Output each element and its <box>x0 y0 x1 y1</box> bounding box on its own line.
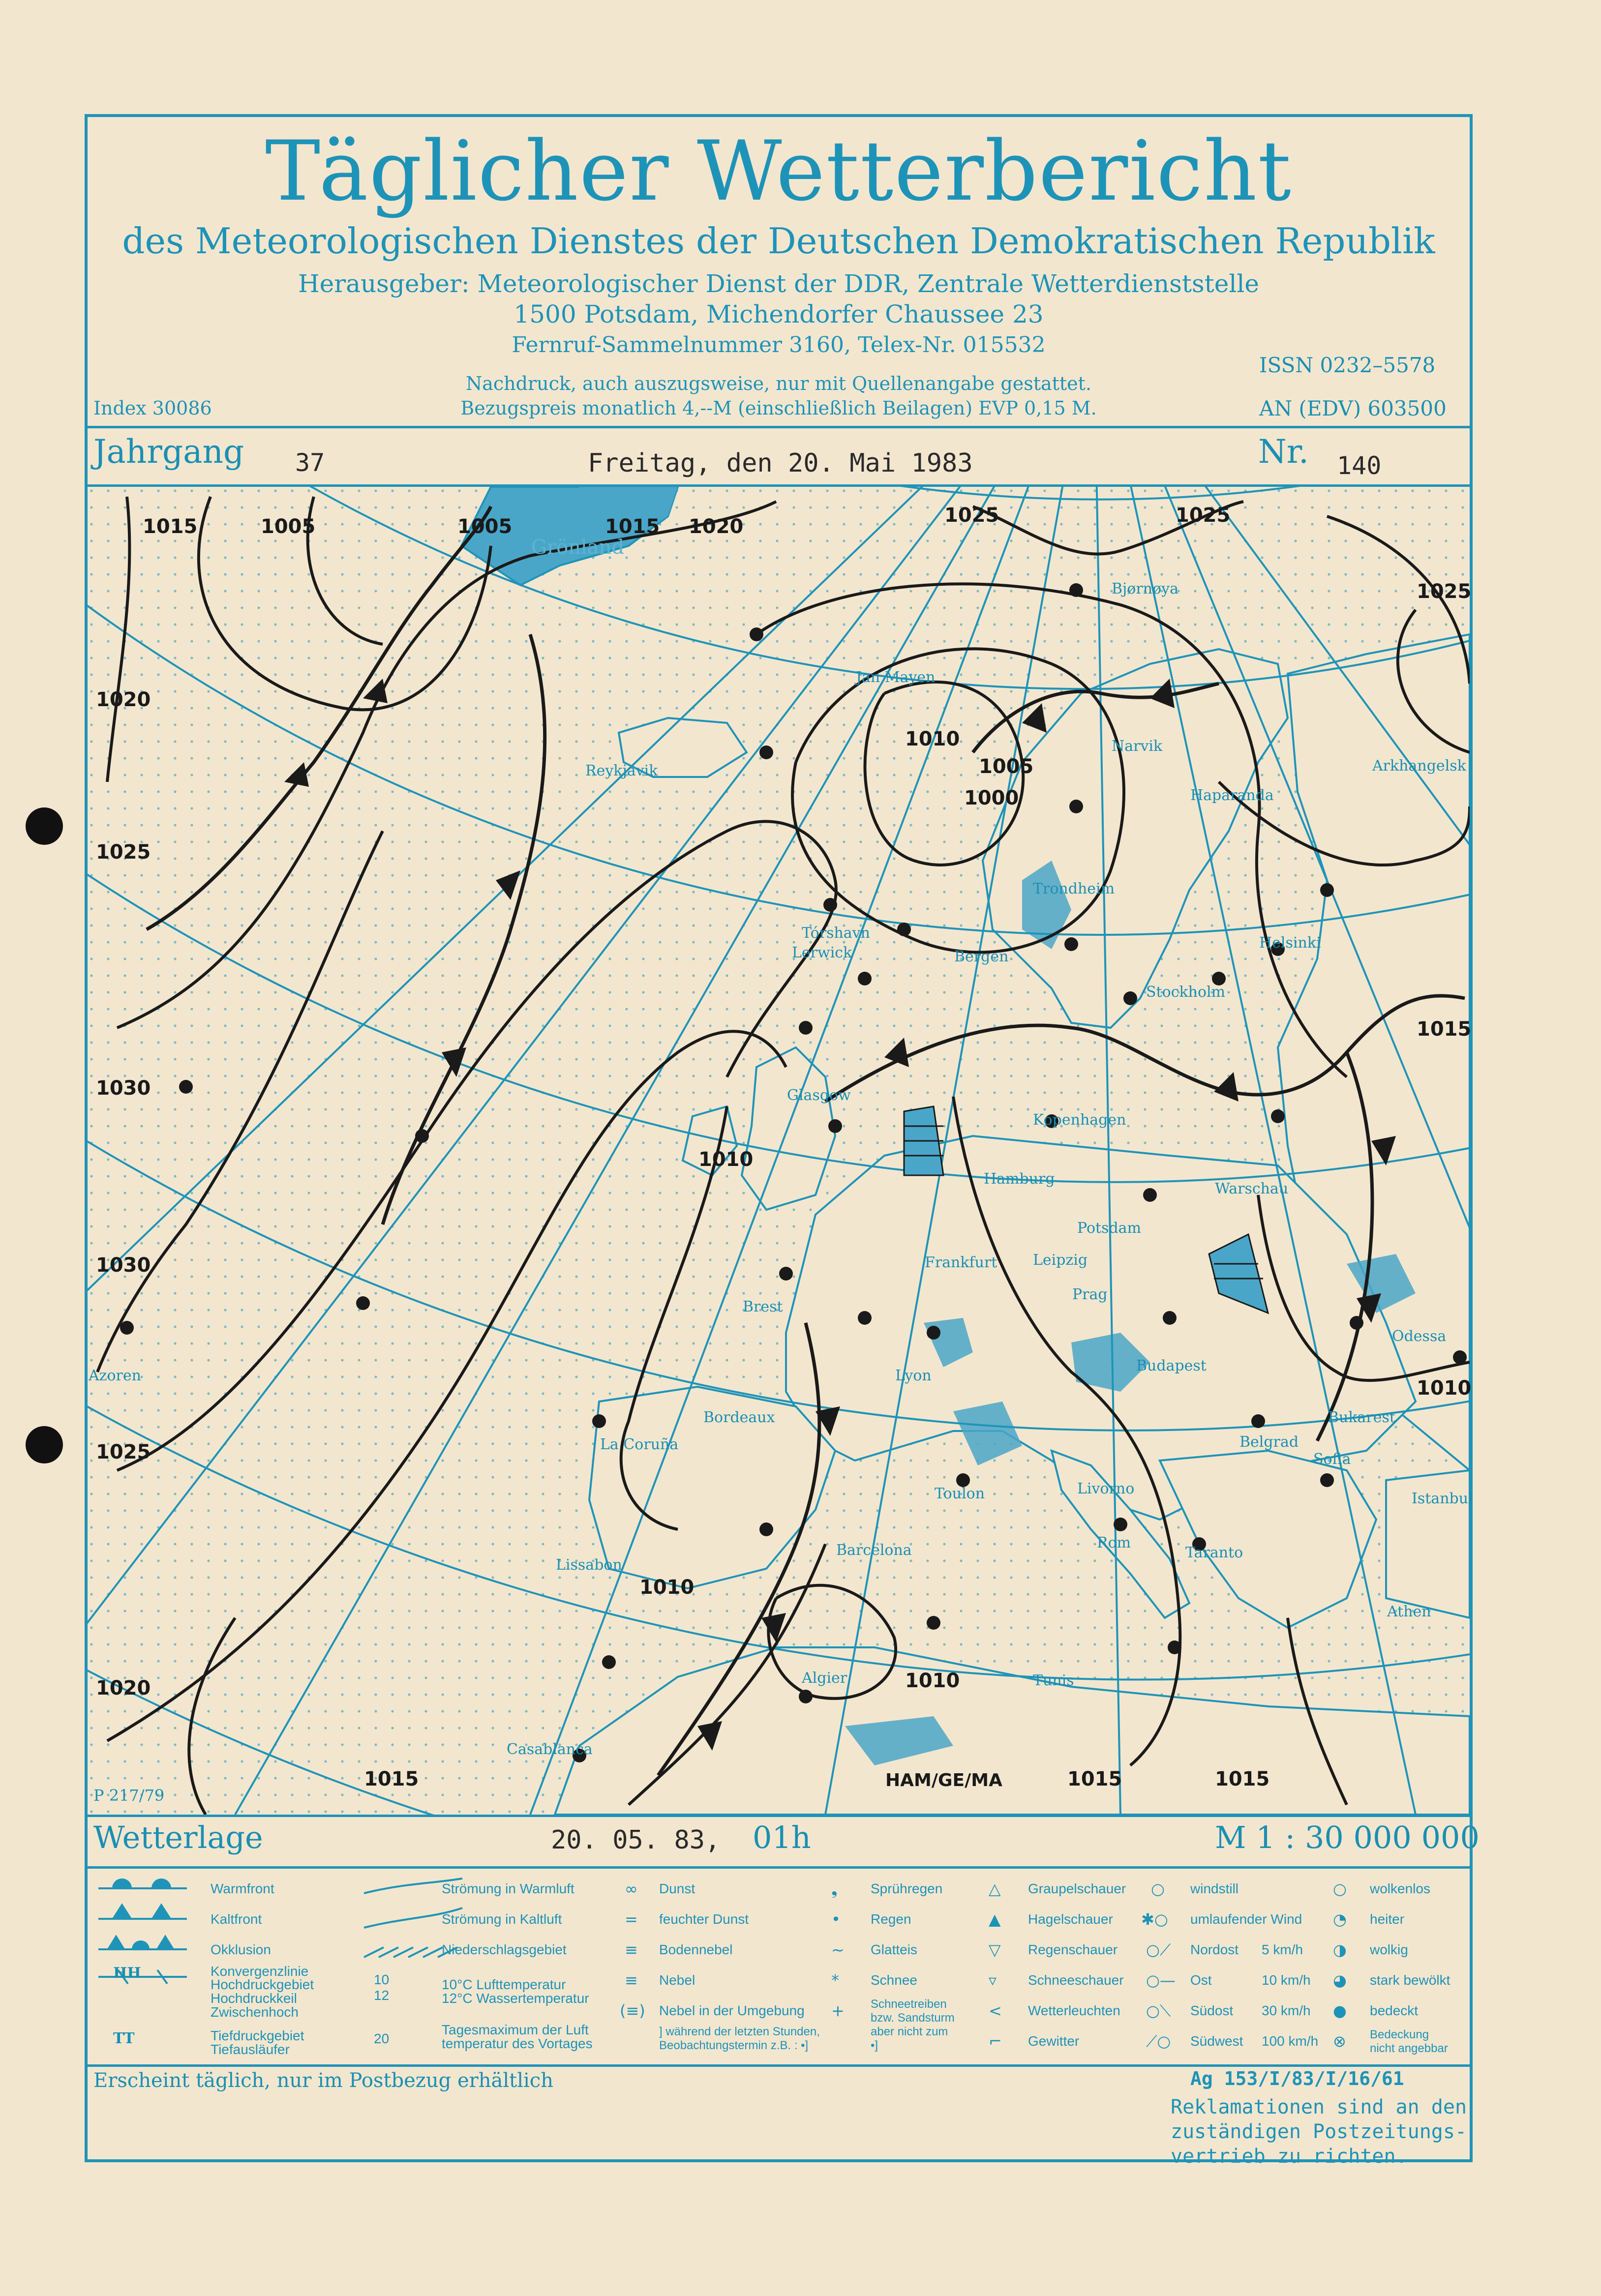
place-tunis: Tunis <box>1033 1672 1074 1689</box>
legend-gewitter: Gewitter <box>1028 2033 1080 2049</box>
address-line: 1500 Potsdam, Michendorfer Chaussee 23 <box>514 300 1044 328</box>
issue-date: Freitag, den 20. Mai 1983 <box>588 448 973 478</box>
legend-ost: Ost <box>1190 1972 1212 1988</box>
legend-kaltfront: Kaltfront <box>211 1911 262 1927</box>
legend-feuchter-dunst: feuchter Dunst <box>659 1911 749 1927</box>
place-casablanca: Casablanca <box>507 1741 593 1758</box>
place-helsinki: Helsinki <box>1259 934 1321 952</box>
pressure-label: 1020 <box>96 1677 151 1700</box>
footer-divider <box>85 2064 1473 2067</box>
wetterleuchten-icon: < <box>989 2001 1002 2020</box>
place-rom: Rom <box>1097 1534 1131 1551</box>
regen-icon: • <box>831 1910 841 1929</box>
place-greenland: Grönland <box>531 536 624 559</box>
wetterlage-date: 20. 05. 83, <box>551 1825 721 1855</box>
pressure-label: 1005 <box>979 755 1034 778</box>
legend-bedeckung: Bedeckung <box>1370 2028 1429 2041</box>
legend-beobachtungstermin: Beobachtungstermin z.B. : •] <box>659 2039 809 2052</box>
pressure-label: 1015 <box>143 515 198 538</box>
nr-value: 140 <box>1337 451 1382 480</box>
regenschauer-icon: ▽ <box>989 1940 1001 1959</box>
legend-spruehregen: Sprühregen <box>871 1881 943 1896</box>
place-haparanda: Haparanda <box>1190 787 1274 804</box>
legend-tagesmax-symbol: 20 <box>374 2031 390 2046</box>
pressure-label: 1010 <box>698 1148 754 1171</box>
pressure-label: 1025 <box>944 504 999 527</box>
weather-map <box>88 487 1470 1815</box>
legend-heiter: heiter <box>1370 1911 1405 1927</box>
legend-speed-10: 10 km/h <box>1262 1972 1311 1988</box>
place-lissabon: Lissabon <box>556 1556 622 1574</box>
schnee-icon: * <box>831 1971 839 1990</box>
pressure-label: 1025 <box>96 1441 151 1463</box>
bodennebel-icon: ≡ <box>625 1940 638 1959</box>
gewitter-icon: ⌐ <box>989 2032 1002 2051</box>
price-note: Bezugspreis monatlich 4,--M (einschließlich Beilagen) EVP 0,15 M. <box>460 397 1097 419</box>
legend-hochdruckgebiet: Hochdruckgebiet <box>211 1977 314 1992</box>
umlaufender-wind-icon: ✱○ <box>1141 1910 1168 1929</box>
pressure-label: 1000 <box>964 787 1019 809</box>
high-pressure-symbol: HH <box>113 1965 141 1982</box>
legend-tiefauslaeufer: Tiefausläufer <box>211 2042 290 2057</box>
low-pressure-symbol: TT <box>113 2030 135 2047</box>
jahrgang-label: Jahrgang <box>93 433 244 471</box>
footer-complaints-1: Reklamationen sind an den <box>1171 2096 1467 2118</box>
pressure-label: 1015 <box>364 1768 419 1790</box>
legend-speed-5: 5 km/h <box>1262 1942 1303 1957</box>
bedeckung-nicht-angebbar-icon: ⊗ <box>1333 2032 1346 2051</box>
an-number: AN (EDV) 603500 <box>1259 396 1447 420</box>
index-number: Index 30086 <box>93 397 212 419</box>
place-lyon: Lyon <box>895 1367 932 1384</box>
place-jan-mayen: Jan Mayen <box>856 669 936 686</box>
legend-hagelschauer: Hagelschauer <box>1028 1911 1113 1927</box>
place-arkhangelsk: Arkhangelsk <box>1372 757 1466 775</box>
legend-bedeckt: bedeckt <box>1370 2003 1419 2018</box>
wind-nordost-icon: ○⟋ <box>1146 1940 1171 1959</box>
place-azoren: Azoren <box>89 1367 141 1384</box>
place-lerwick: Lerwick <box>792 944 852 961</box>
legend-speed-100: 100 km/h <box>1262 2033 1319 2049</box>
place-taranto: Taranto <box>1185 1544 1243 1561</box>
legend-wolkig: wolkig <box>1370 1942 1408 1957</box>
place-sofia: Sofia <box>1313 1451 1351 1468</box>
legend-tiefdruckgebiet: Tiefdruckgebiet <box>211 2028 304 2043</box>
legend-nebel-umgebung: Nebel in der Umgebung <box>659 2003 805 2018</box>
spruehregen-icon: ❟ <box>831 1879 838 1898</box>
legend-sandsturm: bzw. Sandsturm <box>871 2011 955 2025</box>
place-belgrad: Belgrad <box>1239 1433 1299 1451</box>
issn-number: ISSN 0232–5578 <box>1259 353 1436 377</box>
schneetreiben-icon: + <box>831 2001 845 2020</box>
place-warschau: Warschau <box>1215 1180 1289 1197</box>
nebel-umgebung-icon: (≡) <box>620 2001 645 2020</box>
legend-regen: Regen <box>871 1911 911 1927</box>
legend-zwischenhoch: Zwischenhoch <box>211 2004 299 2020</box>
legend-wolkenlos: wolkenlos <box>1370 1881 1430 1896</box>
pressure-label: 1010 <box>1417 1377 1472 1400</box>
punch-hole-top <box>26 807 63 845</box>
wind-suedwest-icon: ⟋○ <box>1146 2032 1171 2051</box>
legend-suedwest: Südwest <box>1190 2033 1243 2049</box>
footer-subscription-note: Erscheint täglich, nur im Postbezug erhältlich <box>93 2069 553 2092</box>
legend-schneeschauer: Schneeschauer <box>1028 1972 1124 1988</box>
heiter-icon: ◔ <box>1333 1910 1347 1929</box>
place-toulon: Toulon <box>935 1485 985 1502</box>
place-kopenhagen: Kopenhagen <box>1033 1111 1126 1129</box>
pressure-label: 1025 <box>96 841 151 864</box>
place-stockholm: Stockholm <box>1146 984 1226 1001</box>
legend-glatteis: Glatteis <box>871 1942 917 1957</box>
footer-complaints-3: vertrieb zu richten. <box>1171 2145 1408 2168</box>
hagelschauer-icon: ▲ <box>989 1910 1001 1929</box>
page-title: Täglicher Wetterbericht <box>265 123 1292 219</box>
legend-wetterleuchten: Wetterleuchten <box>1028 2003 1120 2018</box>
pressure-label: 1015 <box>605 515 660 538</box>
legend-suedost: Südost <box>1190 2003 1234 2018</box>
pressure-label: 1015 <box>1215 1768 1270 1790</box>
pressure-label: 1030 <box>96 1254 151 1277</box>
legend-okklusion: Okklusion <box>211 1942 271 1957</box>
footer-complaints-2: zuständigen Postzeitungs- <box>1171 2120 1467 2143</box>
place-hamburg: Hamburg <box>984 1170 1055 1188</box>
legend-schneetreiben: Schneetreiben <box>871 1998 947 2011</box>
place-odessa: Odessa <box>1392 1328 1447 1345</box>
nr-label: Nr. <box>1258 433 1309 471</box>
reprint-note: Nachdruck, auch auszugsweise, nur mit Quellenangabe gestattet. <box>465 373 1092 394</box>
wolkig-icon: ◑ <box>1333 1940 1347 1959</box>
place-budapest: Budapest <box>1136 1357 1207 1374</box>
legend-nordost: Nordost <box>1190 1942 1239 1957</box>
legend-schnee: Schnee <box>871 1972 917 1988</box>
windstill-icon: ○ <box>1151 1879 1165 1898</box>
place-torshavn: Tórshavn <box>802 924 870 942</box>
punch-hole-bottom <box>26 1426 63 1463</box>
place-prag: Prag <box>1072 1286 1108 1303</box>
legend-speed-30: 30 km/h <box>1262 2003 1311 2018</box>
legend-stroemung-kaltluft: Strömung in Kaltluft <box>442 1911 562 1927</box>
place-bordeaux: Bordeaux <box>703 1409 775 1426</box>
map-bottom-divider <box>85 1815 1473 1817</box>
place-narvik: Narvik <box>1112 738 1163 755</box>
pressure-label: 1005 <box>457 515 513 538</box>
pressure-label: 1025 <box>1417 580 1472 603</box>
place-brest: Brest <box>743 1298 783 1315</box>
bedeckt-icon: ● <box>1333 2001 1347 2020</box>
legend-nebel: Nebel <box>659 1972 695 1988</box>
legend-nicht-angebbar: nicht angebbar <box>1370 2042 1448 2055</box>
stark-bewoelkt-icon: ◕ <box>1333 1971 1347 1990</box>
map-scale: M 1 : 30 000 000 <box>1215 1819 1480 1855</box>
footer-code: Ag 153/I/83/I/16/61 <box>1190 2068 1404 2089</box>
wetterlage-label: Wetterlage <box>93 1819 263 1855</box>
place-bukarest: Bukarest <box>1328 1409 1395 1426</box>
jahrgang-value: 37 <box>295 448 325 477</box>
wetterlage-time: 01h <box>753 1819 811 1855</box>
legend-aber-nicht: aber nicht zum <box>871 2025 948 2038</box>
legend-wassertemperatur: 12°C Wassertemperatur <box>442 1991 589 2006</box>
place-frankfurt: Frankfurt <box>925 1254 997 1271</box>
pressure-label: 1020 <box>689 515 744 538</box>
wolkenlos-icon: ○ <box>1333 1879 1347 1898</box>
pressure-label: 1015 <box>1067 1768 1122 1790</box>
legend-windstill: windstill <box>1190 1881 1239 1896</box>
pressure-label: 1010 <box>905 728 960 750</box>
pressure-label: 1005 <box>261 515 316 538</box>
legend-stark-bewoelkt: stark bewölkt <box>1370 1972 1450 1988</box>
place-la-coruna: La Coruña <box>600 1436 679 1453</box>
page-subtitle: des Meteorologischen Dienstes der Deutschen Demokratischen Republik <box>122 220 1435 262</box>
schneeschauer-icon: ▿ <box>989 1971 997 1990</box>
legend-temp-water-symbol: 12 <box>374 1988 390 2003</box>
legend-top-divider <box>85 1866 1473 1869</box>
legend-bodennebel: Bodennebel <box>659 1942 733 1957</box>
wind-ost-icon: ○— <box>1146 1971 1176 1990</box>
place-bergen: Bergen <box>954 948 1009 965</box>
publisher-line: Herausgeber: Meteorologischer Dienst der DDR, Zentrale Wetterdienststelle <box>298 269 1259 298</box>
legend-dunst: Dunst <box>659 1881 695 1896</box>
pressure-label: 1020 <box>96 688 151 711</box>
analyst-signature: HAM/GE/MA <box>885 1770 1002 1790</box>
place-bjornoya: Bjørnøya <box>1112 580 1178 597</box>
dunst-icon: ∞ <box>625 1879 638 1898</box>
place-reykjavik: Reykjavik <box>585 762 658 779</box>
pressure-label: 1015 <box>1417 1018 1472 1041</box>
place-livorno: Livorno <box>1077 1480 1135 1497</box>
legend-regen-symbol: •] <box>871 2039 878 2052</box>
legend-konvergenzlinie: Konvergenzlinie <box>211 1964 309 1979</box>
place-trondheim: Trondheim <box>1033 880 1115 897</box>
place-istanbul: Istanbul <box>1412 1490 1473 1507</box>
pressure-label: 1010 <box>905 1670 960 1692</box>
pressure-label: 1030 <box>96 1077 151 1100</box>
place-barcelona: Barcelona <box>836 1542 912 1559</box>
legend-niederschlagsgebiet: Niederschlagsgebiet <box>442 1942 567 1957</box>
legend-umlaufender-wind: umlaufender Wind <box>1190 1911 1302 1927</box>
phone-line: Fernruf-Sammelnummer 3160, Telex-Nr. 015532 <box>512 332 1046 358</box>
wind-suedost-icon: ○⟍ <box>1146 2001 1171 2020</box>
legend-graupelschauer: Graupelschauer <box>1028 1881 1126 1896</box>
legend-hochdruckkeil: Hochdruckkeil <box>211 1991 297 2006</box>
pressure-label: 1025 <box>1176 504 1231 527</box>
legend-lufttemperatur: 10°C Lufttemperatur <box>442 1977 566 1992</box>
place-athen: Athen <box>1387 1603 1431 1620</box>
legend-stroemung-warmluft: Strömung in Warmluft <box>442 1881 574 1896</box>
nebel-icon: ≡ <box>625 1971 638 1990</box>
pressure-label: 1010 <box>639 1576 695 1599</box>
legend-waehrend: ] während der letzten Stunden, <box>659 2025 820 2038</box>
legend-regenschauer: Regenschauer <box>1028 1942 1118 1957</box>
header-divider <box>85 426 1473 428</box>
feuchter-dunst-icon: = <box>625 1910 638 1929</box>
map-catalog-number: P 217/79 <box>93 1786 165 1805</box>
legend-warmfront: Warmfront <box>211 1881 274 1896</box>
legend-tagesmaximum-2: temperatur des Vortages <box>442 2036 593 2051</box>
place-leipzig: Leipzig <box>1033 1252 1088 1269</box>
place-algier: Algier <box>802 1670 847 1687</box>
legend-tagesmaximum: Tagesmaximum der Luft <box>442 2022 589 2037</box>
place-potsdam: Potsdam <box>1077 1220 1142 1237</box>
place-glasgow: Glasgow <box>787 1087 851 1104</box>
graupelschauer-icon: △ <box>989 1879 1001 1898</box>
glatteis-icon: ~ <box>831 1940 845 1959</box>
legend-temp-air-symbol: 10 <box>374 1972 390 1987</box>
